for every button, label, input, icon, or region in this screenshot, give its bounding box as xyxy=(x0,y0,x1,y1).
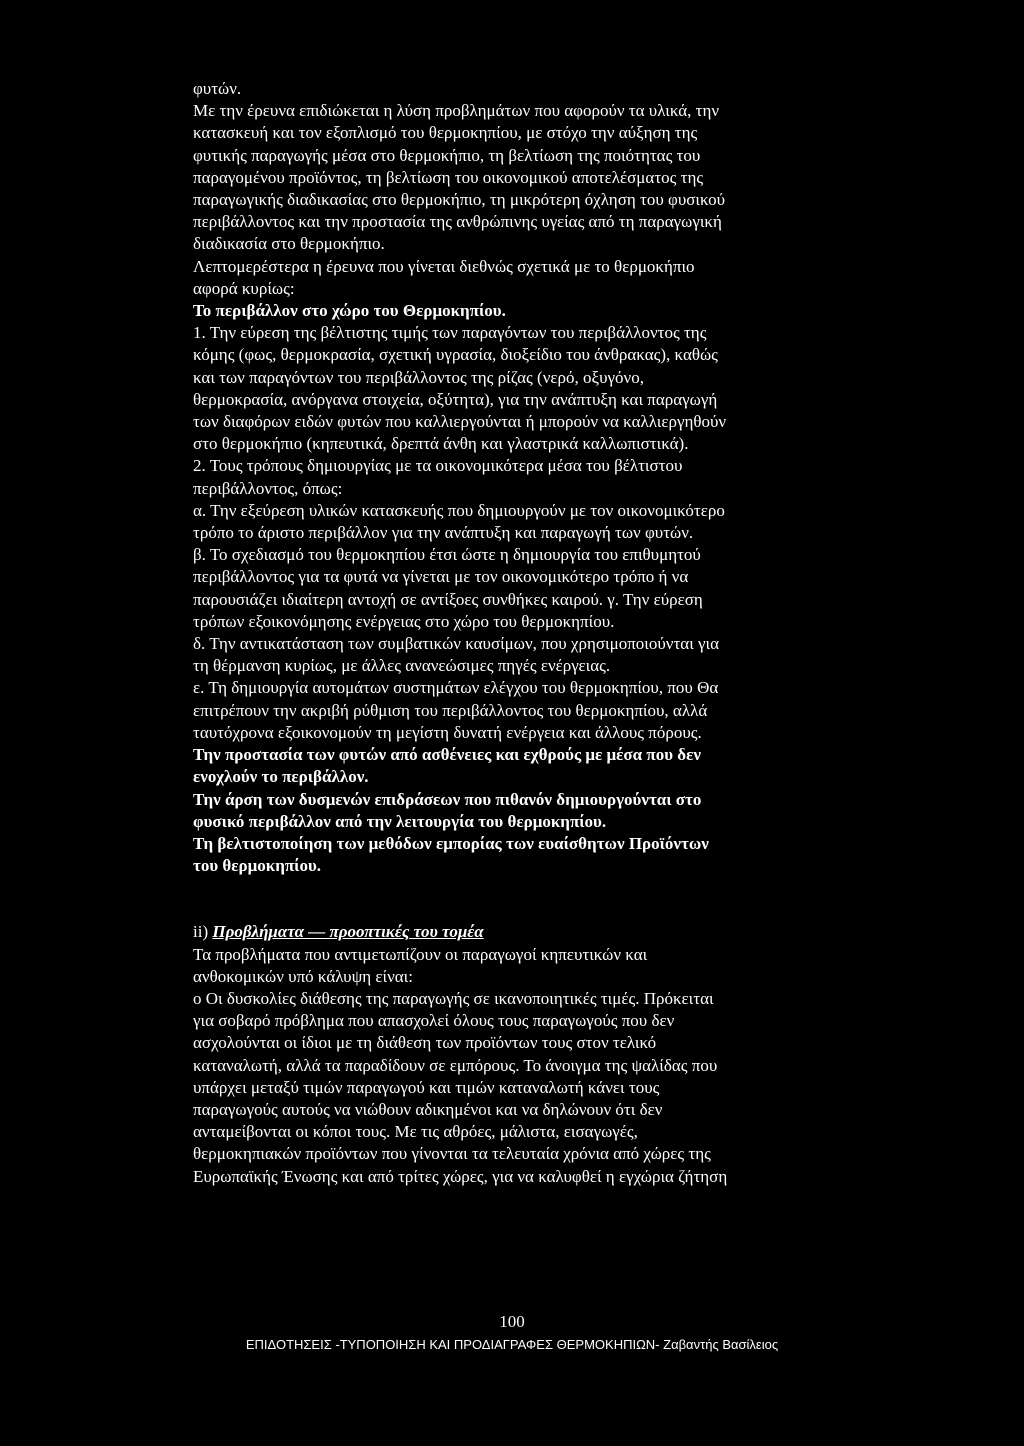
body-text-line: Το περιβάλλον στο χώρο του Θερμοκηπίου. xyxy=(193,301,506,321)
body-text-line: τρόπο το άριστο περιβάλλον για την ανάπτυξη και παραγωγή των φυτών. xyxy=(193,523,694,543)
body-text-line: 1. Την εύρεση της βέλτιστης τιμής των παραγόντων του περιβάλλοντος της xyxy=(193,323,707,343)
body-text-line: ανταμείβονται οι κόποι τους. Με τις αθρόες, μάλιστα, εισαγωγές, xyxy=(193,1122,638,1142)
body-text-line: υπάρχει μεταξύ τιμών παραγωγού και τιμών καταναλωτή κάνει τους xyxy=(193,1077,660,1097)
body-text-line: περιβάλλοντος, όπως: xyxy=(193,478,343,498)
body-text-line: για σοβαρό πρόβλημα που απασχολεί όλους τους παραγωγούς που δεν xyxy=(193,1011,675,1031)
body-text-line: κόμης (φως, θερμοκρασία, σχετική υγρασία, διοξείδιο του άνθρακας), καθώς xyxy=(193,345,718,365)
body-text-line: Τη βελτιστοποίηση των μεθόδων εμπορίας των ευαίσθητων Προϊόντων xyxy=(193,833,709,853)
section-spacer xyxy=(193,877,893,921)
text-block-top xyxy=(193,78,893,877)
body-text-line: ταυτόχρονα εξοικονομούν τη μεγίστη δυνατή ενέργεια και άλλους πόρους. xyxy=(193,722,702,742)
body-text-line: στο θερμοκήπιο (κηπευτικά, δρεπτά άνθη και γλαστρικά καλλωπιστικά). xyxy=(193,434,689,454)
body-text-line: ενοχλούν το περιβάλλον. xyxy=(193,767,369,787)
body-text-line: παραγωγικής διαδικασίας στο θερμοκήπιο, τη μικρότερη όχληση του φυσικού xyxy=(193,190,726,210)
body-text-line: Την προστασία των φυτών από ασθένειες και εχθρούς με μέσα που δεν xyxy=(193,745,701,765)
body-text-line: διαδικασία στο θερμοκήπιο. xyxy=(193,234,385,254)
body-text-line: φυτικής παραγωγής μέσα στο θερμοκήπιο, τη βελτίωση της ποιότητας του xyxy=(193,145,701,165)
body-text-line: Τα προβλήματα που αντιμετωπίζουν οι παραγωγοί κηπευτικών και xyxy=(193,944,648,964)
body-text-line: β. Το σχεδιασμό του θερμοκηπίου έτσι ώστε η δημιουργία του επιθυμητού xyxy=(193,545,701,565)
body-text-line: Λεπτομερέστερα η έρευνα που γίνεται διεθνώς σχετικά με το θερμοκήπιο xyxy=(193,256,695,276)
body-text-line: παρουσιάζει ιδιαίτερη αντοχή σε αντίξοες συνθήκες καιρού. γ. Την εύρεση xyxy=(193,589,703,609)
body-text-line: περιβάλλοντος και την προστασία της ανθρώπινης υγείας από τη παραγωγική xyxy=(193,212,722,232)
body-text-line: α. Την εξεύρεση υλικών κατασκευής που δημιουργούν με τον οικονομικότερο xyxy=(193,500,725,520)
body-text-line: αφορά κυρίως: xyxy=(193,278,295,298)
body-text-line: Την άρση των δυσμενών επιδράσεων που πιθανόν δημιουργούνται στο xyxy=(193,789,702,809)
body-text-line: φυσικό περιβάλλον από την λειτουργία του θερμοκηπίου. xyxy=(193,811,607,831)
body-text-line: και των παραγόντων του περιβάλλοντος της ρίζας (νερό, οξυγόνο, xyxy=(193,367,644,387)
body-text-line: τρόπων εξοικονόμησης ενέργειας στο χώρο του θερμοκηπίου. xyxy=(193,611,615,631)
body-text-line: καταναλωτή, αλλά τα παραδίδουν σε εμπόρους. Το άνοιγμα της ψαλίδας που xyxy=(193,1055,718,1075)
section-title: Προβλήματα — προοπτικές του τομέα xyxy=(212,922,484,942)
body-text-line: τη θέρμανση κυρίως, με άλλες ανανεώσιμες πηγές ενέργειας. xyxy=(193,656,611,676)
body-text-line: θερμοκρασία, ανόργανα στοιχεία, οξύτητα), για την ανάπτυξη και παραγωγή xyxy=(193,389,718,409)
section-heading xyxy=(193,921,893,943)
body-text-line: φυτών. xyxy=(193,79,242,98)
body-text-line: περιβάλλοντος για τα φυτά να γίνεται με τον οικονομικότερο τρόπο ή να xyxy=(193,567,689,587)
body-text-line: Ευρωπαϊκής Ένωσης και από τρίτες χώρες, για να καλυφθεί η εγχώρια ζήτηση xyxy=(193,1166,728,1186)
body-text-line: ανθοκομικών υπό κάλυψη είναι: xyxy=(193,966,413,986)
document-body xyxy=(193,78,893,1188)
body-text-line: δ. Την αντικατάσταση των συμβατικών καυσίμων, που χρησιμοποιούνται για xyxy=(193,634,720,654)
body-text-line: του θερμοκηπίου. xyxy=(193,856,322,876)
body-text-line: θερμοκηπιακών προϊόντων που γίνονται τα τελευταία χρόνια από χώρες της xyxy=(193,1144,711,1164)
text-block-bottom xyxy=(193,944,893,1188)
page-number: 100 xyxy=(499,1312,525,1331)
body-text-line: 2. Τους τρόπους δημιουργίας με τα οικονομικότερα μέσα του βέλτιστου xyxy=(193,456,683,476)
footer-title: ΕΠΙΔΟΤΗΣΕΙΣ -ΤΥΠΟΠΟΙΗΣΗ ΚΑΙ ΠΡΟΔΙΑΓΡΑΦΕΣ ΘΕΡΜΟΚΗΠΙΩΝ- Ζαβαντής Βασίλειος xyxy=(245,1337,779,1352)
body-text-line: ασχολούνται οι ίδιοι με τη διάθεση των προϊόντων τους στον τελικό xyxy=(193,1033,657,1053)
section-prefix: ii) xyxy=(193,922,213,942)
body-text-line: των διαφόρων ειδών φυτών που καλλιεργούνται ή μπορούν να καλλιεργηθούν xyxy=(193,412,727,432)
body-text-line: παραγωγούς αυτούς να νιώθουν αδικημένοι και να δηλώνουν ότι δεν xyxy=(193,1099,663,1119)
body-text-line: ο Οι δυσκολίες διάθεσης της παραγωγής σε ικανοποιητικές τιμές. Πρόκειται xyxy=(193,988,714,1008)
body-text-line: κατασκευή και τον εξοπλισμό του θερμοκηπίου, με στόχο την αύξηση της xyxy=(193,123,698,143)
body-text-line: Με την έρευνα επιδιώκεται η λύση προβλημάτων που αφορούν τα υλικά, την xyxy=(193,101,720,121)
body-text-line: επιτρέπουν την ακριβή ρύθμιση του περιβάλλοντος του θερμοκηπίου, αλλά xyxy=(193,700,708,720)
body-text-line: ε. Τη δημιουργία αυτομάτων συστημάτων ελέγχου του θερμοκηπίου, που Θα xyxy=(193,678,719,698)
body-text-line: παραγομένου προϊόντος, τη βελτίωση του οικονομικού αποτελέσματος της xyxy=(193,167,704,187)
